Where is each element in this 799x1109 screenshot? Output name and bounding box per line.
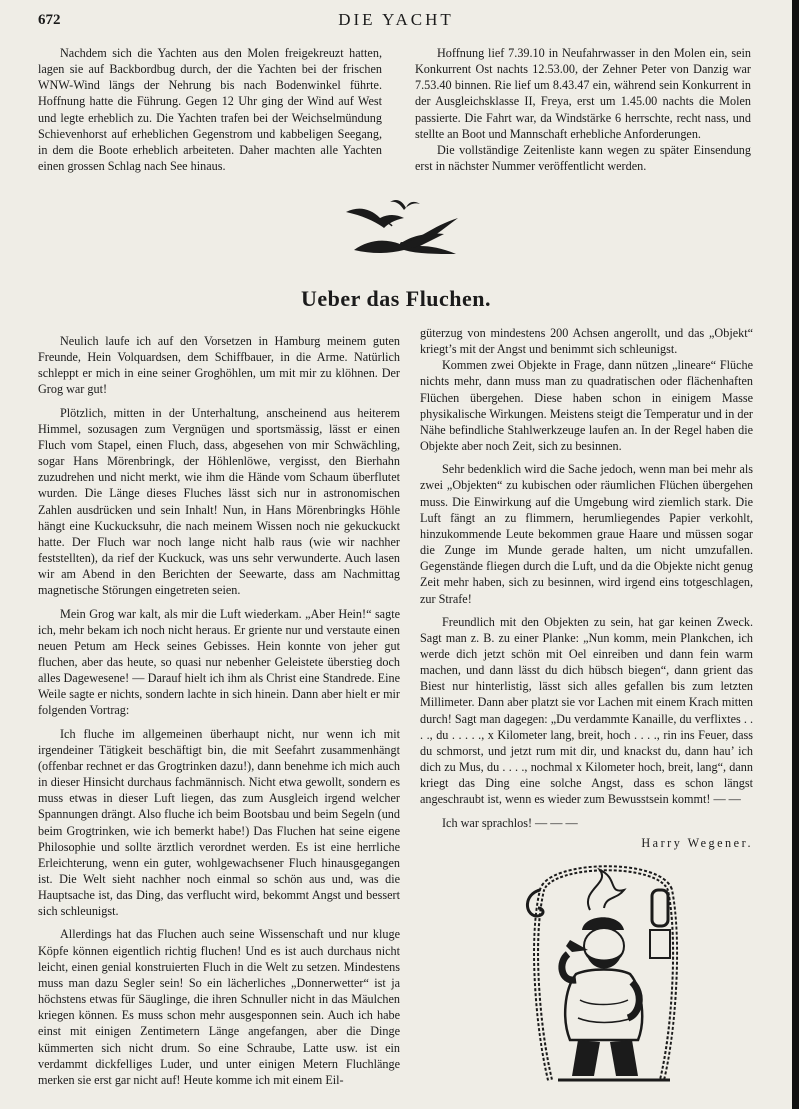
- race-report-paragraph: Hoffnung lief 7.39.10 in Neufahrwasser in den Molen ein, sein Konkurrent Ost nachts 12.53.00, der Zehner Peter von Danzig war 7.53.40 binnen. Rie lief um 8.43.47 ein, während sein Konkurrent in der Ausgleichsklasse II, Freya, erst um 1.45.00 nachts die Molen passierte. Die Fahrt war, da Windstärke 6 herrschte, recht nass, und stellte an Boot und Mannschaft erhebliche Anforderungen.: [415, 46, 751, 141]
- race-report-right-column: [415, 45, 751, 174]
- article-paragraph: Ich war sprachlos! — — —: [442, 815, 578, 830]
- seagulls-illustration: [344, 192, 462, 260]
- article-paragraph: Freundlich mit den Objekten zu sein, hat gar keinen Zweck. Sagt man z. B. zu einer Planke: „Nun komm, mein Plankchen, ich werde dich jetzt schön mit Oel einreiben und dann fein warm machen, und dann lässt du dich hübsch biegen“, dann grient das Biest nur hinterlistig, lässt sich alles gefallen bis zum letzten Millimeter. Dann aber platzt sie vor Lachen mit einem Krach mitten durch! Sagt man dagegen: „Du verdammte Kanaille, du verflixtes . . . ., du . . . . ., x Kilometer lang, breit, hoch . . . ., rin ins Feuer, dass du schmorst, und jetzt rum mit dir, und knackst du, dann hau’ ich dich zu Mus, du . . . ., nochmal x Kilometer hoch, breit, lang“, dann kriegt das Ding eine solche Angst, dass es schon längst angeschraubt ist, wenn es wieder zum Bewusstsein kommt! — —: [420, 614, 753, 807]
- page-number: 672: [38, 12, 61, 28]
- article-paragraph: Allerdings hat das Fluchen auch seine Wissenschaft und nur kluge Köpfe können eigentlich richtig fluchen! Und es ist auch durchaus nicht leicht, einen genial konstruierten Fluch in die Welt zu setzen. Mindestens muss man dazu Segler sein! So ein lächerliches „Donnerwetter“ ist ja höchstens etwas für Säuglinge, die ihren Schnuller nicht in das Mäulchen kriegen können. Es muss schon mehr ausgesponnen sein. Auch ich habe einst mit einigen Zentimetern Länge angefangen, aber die Dinge kümmerten sich nicht drum. So eine Schraube, Latte usw. ist ein verdammt dickfelliges Luder, und unter einigen Metern Fluchlänge merken sie erst gar nicht auf! Heute komme ich mit einem Eil-: [38, 927, 400, 1087]
- author-signature: Harry Wegener.: [641, 835, 753, 850]
- race-report-paragraph: Nachdem sich die Yachten aus den Molen freigekreuzt hatten, lagen sie auf Backbordbug durch, der die Yachten bei der frischen WNW-Wind längs der Nehrung bis nach Bodenwinkel führte. Hoffnung hatte die Führung. Gegen 12 Uhr ging der Wind auf West und legte erheblich zu. Die Yachten trafen bei der Weichselmündung Schievenhorst auf erheblichen Gegenstrom und kabbeligen Seegang, in dem die Boote erheblich arbeiteten. Daher machten alle Yachten einen grossen Schlag nach See hinaus.: [38, 46, 382, 174]
- article-paragraph: güterzug von mindestens 200 Achsen angerollt, und das „Objekt“ kriegt’s mit der Angst und benimmt sich schleunigst.: [420, 326, 753, 357]
- article-paragraph: Sehr bedenklich wird die Sache jedoch, wenn man bei mehr als zwei „Objekten“ zu kubischen oder räumlichen Flüchen übergehen muss. Die Einwirkung auf die Umgebung wird ziemlich stark. Die Luft fängt an zu flimmern, herumliegendes Papier verkohlt, hinzukommende Leute bekommen graue Haare und müssen sogar die Zunge im Munde gerade halten, um nicht umzufallen. Gegenstände fliegen durch die Luft, und da die Objekte nicht genug Zeit mehr haben, sich zu besinnen, wird irgend eins totgeschlagen, zur Strafe!: [420, 462, 753, 606]
- article-paragraph: Plötzlich, mitten in der Unterhaltung, anscheinend aus heiterem Himmel, sozusagen zum Vergnügen und sportsmässig, lässt er einen Fluch vom Stapel, einen Fluch, dass, abgesehen von mir Schwächling, sogar Hans Mörenbringk, der Höhlenlöwe, vergisst, den Bierhahn zuzudrehen und nicht merkt, wie ihm die Hände vom Schaum überflutet wurden. Die Länge dieses Fluches lässt sich nur in astronomischen Zahlen ausdrücken und sein Inhalt! Nun, in Hans Mörenbringks Höhle hängt eine Kuckucksuhr, die nach meinem Wissen noch nie gekuckuckt hatte. Der Fluch war noch lange nicht halb raus (wie wir nachher feststellten), da rief der Kuckuck, was uns sehr verwunderte. Auch lasen wir am Abend in den Berichten der Seewarte, dass am Nachmittag magnetische Störungen eingetreten seien.: [38, 405, 400, 598]
- article-paragraph: Mein Grog war kalt, als mir die Luft wiederkam. „Aber Hein!“ sagte ich, mehr bekam ich noch nicht heraus. Er griente nur und verstaute einen neuen Petum am Heck seines Gebisses. Hein konnte von jeher gut fluchen, aber das heute, so quasi nur nebenher Geleistete überstieg doch alles Dagewesene! — Darauf hielt ich ihm als Christ eine Standrede. Eine Weile sagte er nichts, sondern lachte in sich hinein. Dann aber hielt er mir folgenden Vortrag:: [38, 606, 400, 718]
- race-report-paragraph: Die vollständige Zeitenliste kann wegen zu später Einsendung erst in nächster Nummer veröffentlicht werden.: [415, 142, 751, 174]
- sailor-illustration: [520, 850, 690, 1090]
- article-right-column: [420, 325, 753, 851]
- race-report-left-column: [38, 45, 382, 174]
- article-left-column: [38, 333, 400, 1088]
- article-title: Ueber das Fluchen.: [300, 286, 492, 311]
- article-paragraph: Neulich laufe ich auf den Vorsetzen in Hamburg meinem guten Freunde, Hein Volquardsen, dem Schiffbauer, in die Arme. Natürlich schleppt er mich in eine seiner Groghöhlen, um mit mir zu klöhnen. Der Grog war gut!: [38, 334, 400, 397]
- scan-border: [792, 0, 799, 1109]
- article-paragraph: Ich fluche im allgemeinen überhaupt nicht, nur wenn ich mit irgendeiner Tätigkeit beschäftigt bin, die mit Seefahrt zusammenhängt (offenbar rechnet er das Grogtrinken dazu!), dann benehme ich mich auch in dieser Hinsicht durchaus fachmännisch. Nicht etwa gewollt, sondern es muss etwas in dieser Luft liegen, das zum Ausgleich irgend welcher Spannungen drängt. Also fluche ich beim Bootsbau und beim Segeln (und beim Grogtrinken, wie ich bemerkt habe!) Das Fluchen hat seine eigene Philosophie und sollte ärztlich verordnet werden. Es ist eine herrliche Erleichterung, wenn ein guter, wohlgewachsener Fluch hinausgegangen ist. Die Welt sieht nachher noch einmal so schön aus und, was die Hauptsache ist, das Ding, das verflucht wird, bekommt Angst und bessert sich schleunigst.: [38, 726, 400, 919]
- magazine-title: DIE YACHT: [338, 10, 454, 29]
- article-paragraph: Kommen zwei Objekte in Frage, dann nützen „lineare“ Flüche nichts mehr, dann muss man zu quadratischen oder flächenhaften Flüchen übergehen. Diese haben schon in einigem Masse physikalische Wirkungen. Meistens steigt die Temperatur und in der Nähe befindliche Stahlwerkzeuge laufen an. In der Regel haben die Objekte aber noch Zeit, sich zu besinnen.: [420, 358, 753, 454]
